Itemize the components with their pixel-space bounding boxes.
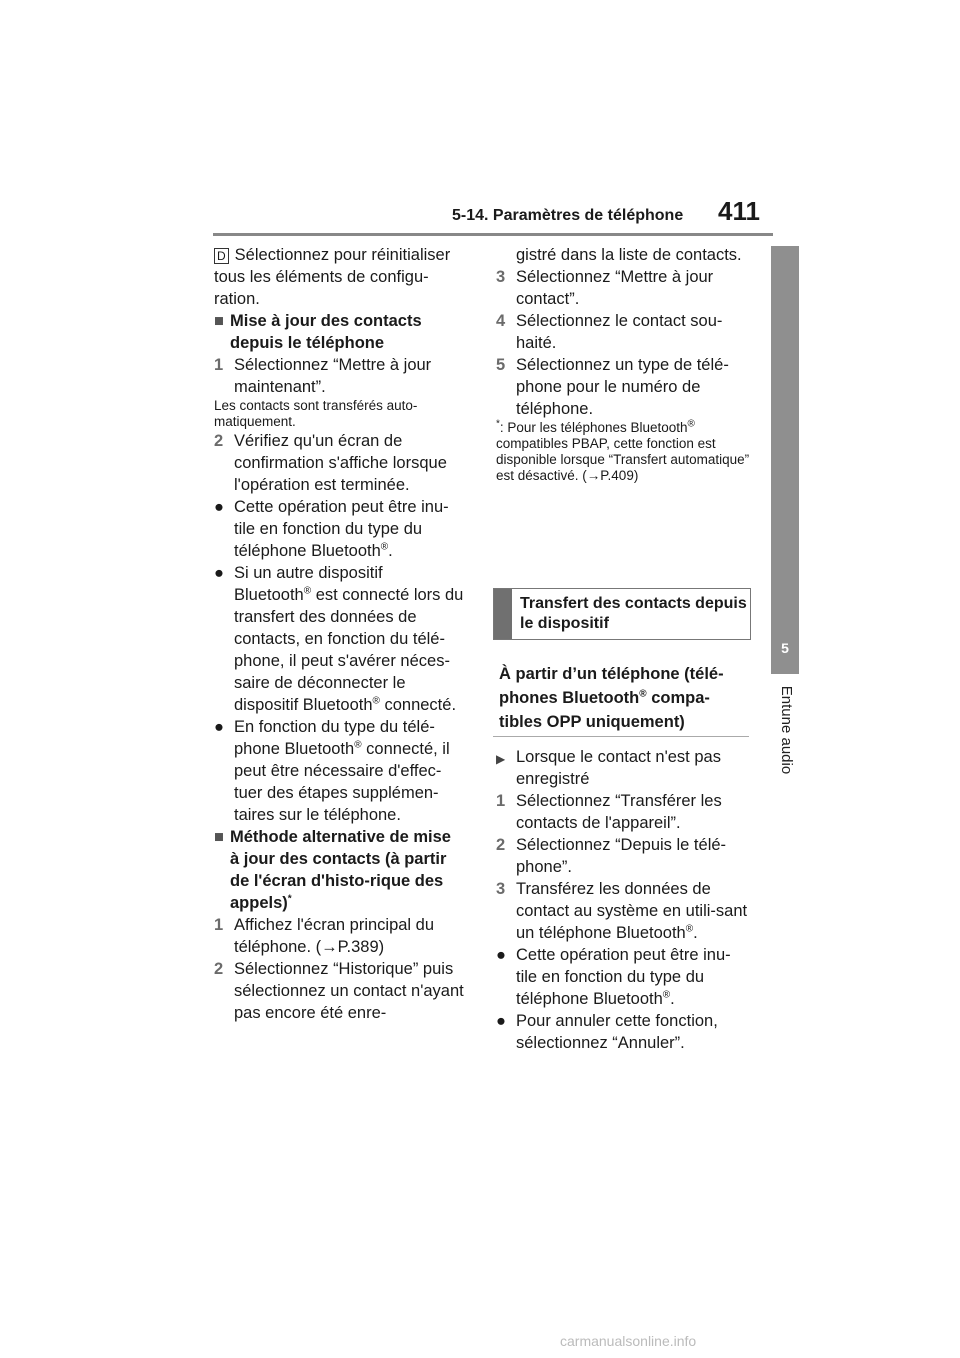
- bullet-3: ● En fonction du type du télé-phone Bluetooth® connecté, il peut être nécessaire d'effec-tuer des étapes supplémen-taires sur le téléphone.: [214, 718, 450, 824]
- transfer-step-2: 2 Sélectionnez “Depuis le télé-phone”.: [496, 836, 727, 876]
- step-alt-2: 2 Sélectionnez “Historique” puis sélectionnez un contact n'ayant pas encore été enre-: [214, 960, 464, 1022]
- right-column-bottom: [496, 746, 750, 1054]
- chapter-label: Entune audio: [778, 685, 795, 775]
- section-heading: Transfert des contacts depuis le dispositif: [493, 588, 751, 640]
- bullet-icon: ●: [496, 946, 506, 964]
- heading-update-contacts: ■ Mise à jour des contacts depuis le téléphone: [214, 312, 422, 352]
- header-title: 5-14. Paramètres de téléphone: [452, 207, 684, 224]
- bullet-1: ● Cette opération peut être inu-tile en fonction du type du téléphone Bluetooth®.: [214, 498, 449, 560]
- section-bar: [494, 589, 512, 639]
- square-icon: ■: [214, 312, 224, 330]
- transfer-step-3: 3 Transférez les données de contact au système en utili-sant un téléphone Bluetooth®.: [496, 880, 748, 942]
- bullet-icon: ●: [214, 564, 224, 582]
- header-rule: [213, 233, 773, 236]
- condition: ▶ Lorsque le contact n'est pas enregistré: [496, 748, 721, 788]
- step-alt-1: 1 Affichez l'écran principal du téléphone. (→P.389): [214, 916, 435, 956]
- bullet-2: ● Si un autre dispositif Bluetooth® est connecté lors du transfert des données de contacts, en fonction du télé-phone, il peut s'avérer néces-saire de déconnecter le dispositif Bluetooth® connecté.: [214, 564, 464, 714]
- right-column-top: [496, 244, 750, 484]
- item-d: D Sélectionnez pour réinitialiser tous les éléments de configu-ration.: [214, 246, 451, 308]
- step-4: 4 Sélectionnez le contact sou-haité.: [496, 312, 723, 352]
- subsection-heading: À partir d’un téléphone (télé-phones Bluetooth® compa-tibles OPP uniquement): [499, 665, 724, 731]
- square-icon: ■: [214, 828, 224, 846]
- subsection-rule: [493, 736, 749, 737]
- step-2: 2 Vérifiez qu'un écran de confirmation s'affiche lorsque l'opération est terminée.: [214, 432, 447, 494]
- label-d: D: [214, 248, 229, 264]
- bullet-5: ● Pour annuler cette fonction, sélectionnez “Annuler”.: [496, 1012, 718, 1052]
- transfer-step-1: 1 Sélectionnez “Transférer les contacts de l'appareil”.: [496, 792, 722, 832]
- page-number: 411: [718, 196, 760, 226]
- triangle-icon: ▶: [496, 752, 506, 766]
- step-3: 3 Sélectionnez “Mettre à jour contact”.: [496, 268, 714, 308]
- chapter-number: 5: [781, 640, 789, 656]
- bullet-icon: ●: [214, 498, 224, 516]
- step-continued: gistré dans la liste de contacts.: [516, 246, 742, 264]
- footnote: *: Pour les téléphones Bluetooth® compatibles PBAP, cette fonction est disponible lorsque “Transfert automatique” est désactivé. (→P.409): [496, 418, 750, 483]
- bullet-icon: ●: [496, 1012, 506, 1030]
- left-column: [214, 244, 464, 1024]
- watermark: carmanualsonline.info: [560, 1333, 697, 1349]
- bullet-icon: ●: [214, 718, 224, 736]
- step-1: 1 Sélectionnez “Mettre à jour maintenant”.: [214, 356, 432, 396]
- chapter-tab: [771, 246, 799, 674]
- heading-alt-method: ■ Méthode alternative de mise à jour des contacts (à partir de l'écran d'histo-rique des appels)*: [214, 828, 451, 912]
- step-5: 5 Sélectionnez un type de télé-phone pour le numéro de téléphone.: [496, 356, 729, 418]
- note-auto: Les contacts sont transférés auto-matiquement.: [214, 398, 418, 429]
- bullet-4: ● Cette opération peut être inu-tile en fonction du type du téléphone Bluetooth®.: [496, 946, 731, 1008]
